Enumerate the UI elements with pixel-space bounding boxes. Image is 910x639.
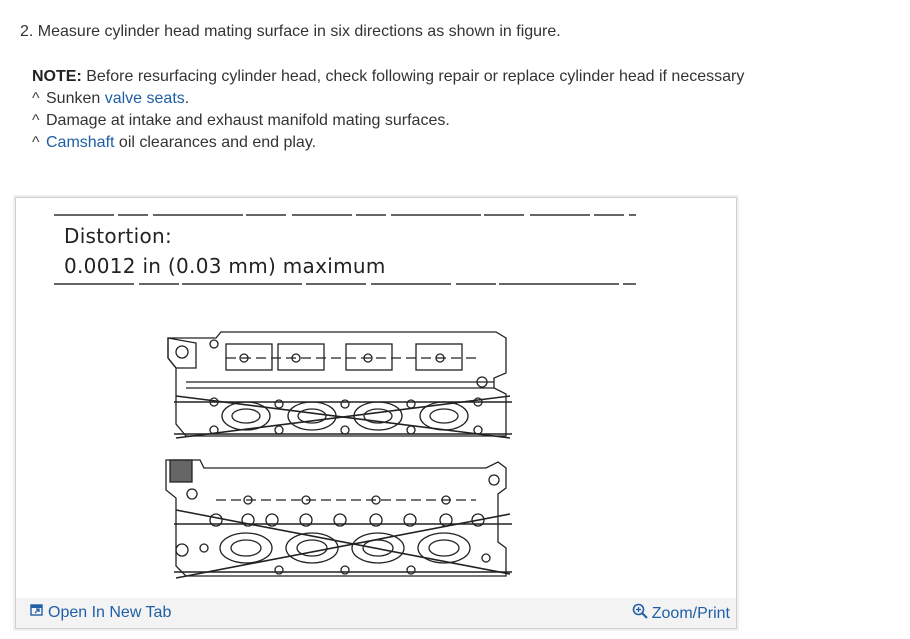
open-in-new-tab-button[interactable] <box>30 603 171 623</box>
distortion-label: Distortion: <box>64 224 173 248</box>
note-section <box>32 66 744 154</box>
figure-panel <box>15 197 737 629</box>
note-label: NOTE: <box>32 68 82 85</box>
caret-icon: ^ <box>32 134 40 151</box>
bullet-text: Damage at intake and exhaust manifold mating surfaces. <box>46 112 450 129</box>
camshaft-link[interactable]: Camshaft <box>46 134 115 151</box>
magnifier-icon <box>632 603 648 625</box>
note-text: Before resurfacing cylinder head, check following repair or replace cylinder head if necessary <box>81 68 745 85</box>
zoom-print-label: Zoom/Print <box>651 605 730 622</box>
figure-toolbar <box>16 598 736 628</box>
bullet-suffix: . <box>184 90 190 107</box>
open-in-new-tab-icon <box>30 603 44 623</box>
open-in-new-tab-label: Open In New Tab <box>48 604 172 621</box>
step-instruction: 2. Measure cylinder head mating surface in six directions as shown in figure. <box>20 23 561 40</box>
bullet-camshaft <box>32 132 744 154</box>
valve-seats-link[interactable]: valve seats <box>104 90 185 107</box>
bullet-valve-seats <box>32 88 744 110</box>
caret-icon: ^ <box>32 90 40 107</box>
caret-icon: ^ <box>32 112 40 129</box>
upper-cylinder-head <box>168 332 512 438</box>
bullet-prefix: Sunken <box>46 90 105 107</box>
zoom-print-button[interactable] <box>632 603 730 625</box>
distortion-value: 0.0012 in (0.03 mm) maximum <box>64 254 386 278</box>
bullet-suffix: oil clearances and end play. <box>114 134 317 151</box>
note-line <box>32 66 744 88</box>
lower-cylinder-head <box>166 460 512 578</box>
bullet-manifold-damage <box>32 110 744 132</box>
